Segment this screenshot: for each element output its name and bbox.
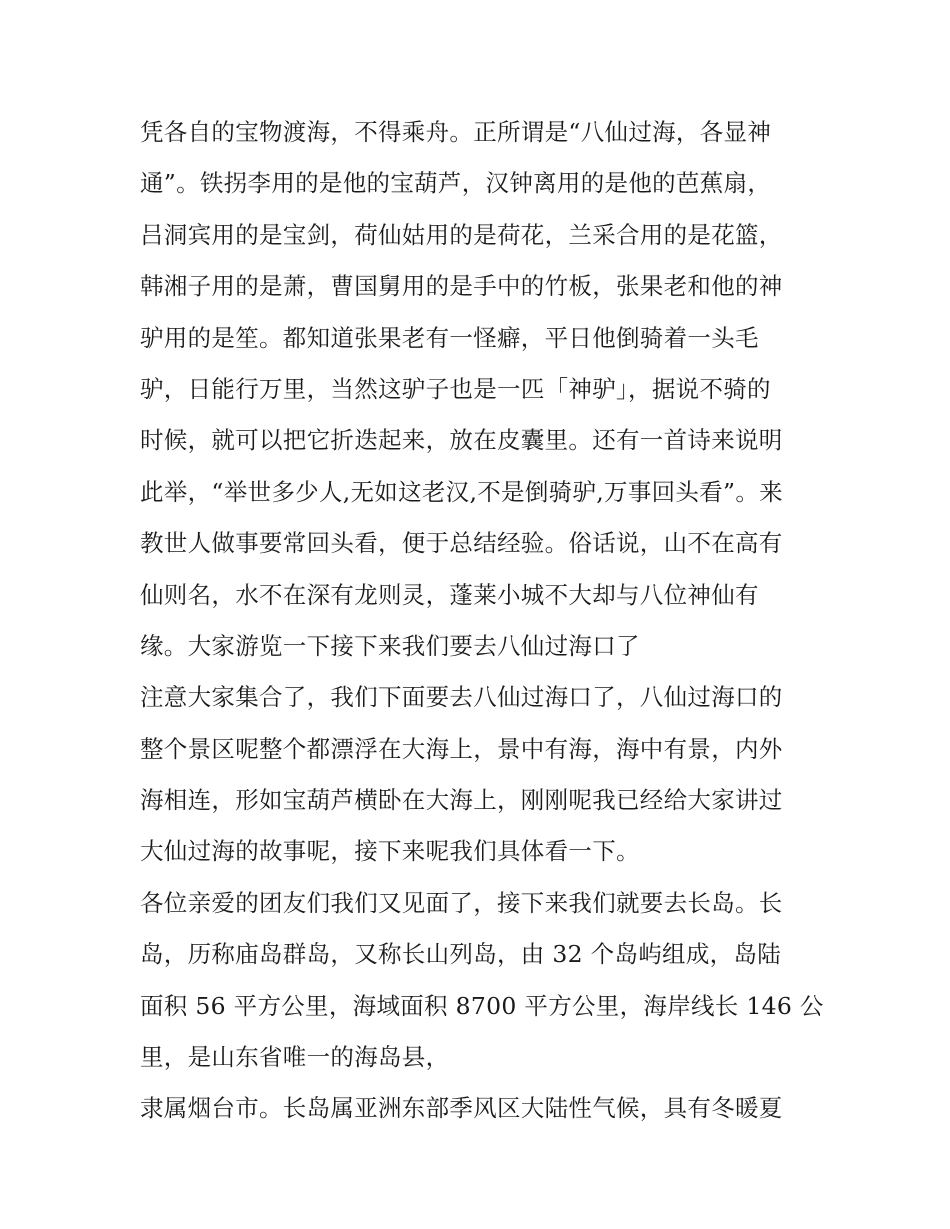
text-line: 隶属烟台市。长岛属亚洲东部季风区大陆性气候，具有冬暖夏 — [140, 1094, 783, 1123]
text-line: 时候，就可以把它折迭起来，放在皮囊里。还有一首诗来说明 — [140, 426, 783, 455]
text-line: 整个景区呢整个都漂浮在大海上，景中有海，海中有景，内外 — [140, 734, 783, 763]
text-line: 此举，“举世多少人,无如这老汉,不是倒骑驴,万事回头看”。来 — [140, 477, 783, 506]
text-line: 仙则名，水不在深有龙则灵，蓬莱小城不大却与八位神仙有 — [140, 580, 759, 609]
text-line: 韩湘子用的是萧，曹国舅用的是手中的竹板，张果老和他的神 — [140, 272, 783, 301]
text-line: 各位亲爱的团友们我们又见面了，接下来我们就要去长岛。长 — [140, 888, 783, 917]
text-line: 凭各自的宝物渡海，不得乘舟。正所谓是“八仙过海，各显神 — [140, 118, 772, 146]
text-line: 注意大家集合了，我们下面要去八仙过海口了，八仙过海口的 — [140, 683, 783, 712]
text-line: 通”。铁拐李用的是他的宝葫芦，汉钟离用的是他的芭蕉扇， — [140, 169, 772, 198]
text-line: 里，是山东省唯一的海岛县， — [140, 1043, 450, 1072]
text-line: 吕洞宾用的是宝剑，荷仙姑用的是荷花，兰采合用的是花篮， — [140, 220, 783, 249]
text-line: 驴，日能行万里，当然这驴子也是一匹「神驴」，据说不骑的 — [140, 374, 771, 403]
text-line: 缘。大家游览一下接下来我们要去八仙过海口了 — [140, 631, 640, 660]
text-line: 海相连，形如宝葫芦横卧在大海上，刚刚呢我已经给大家讲过 — [140, 786, 783, 815]
text-line: 岛，历称庙岛群岛，又称长山列岛，由 32 个岛屿组成，岛陆 — [140, 940, 782, 969]
text-line: 教世人做事要常回头看，便于总结经验。俗话说，山不在高有 — [140, 529, 783, 558]
body-text — [140, 107, 824, 1135]
text-line: 面积 56 平方公里，海域面积 8700 平方公里，海岸线长 146 公 — [140, 991, 824, 1020]
text-line: 大仙过海的故事呢，接下来呢我们具体看一下。 — [140, 837, 640, 866]
text-line: 驴用的是笙。都知道张果老有一怪癖，平日他倒骑着一头毛 — [140, 323, 759, 352]
